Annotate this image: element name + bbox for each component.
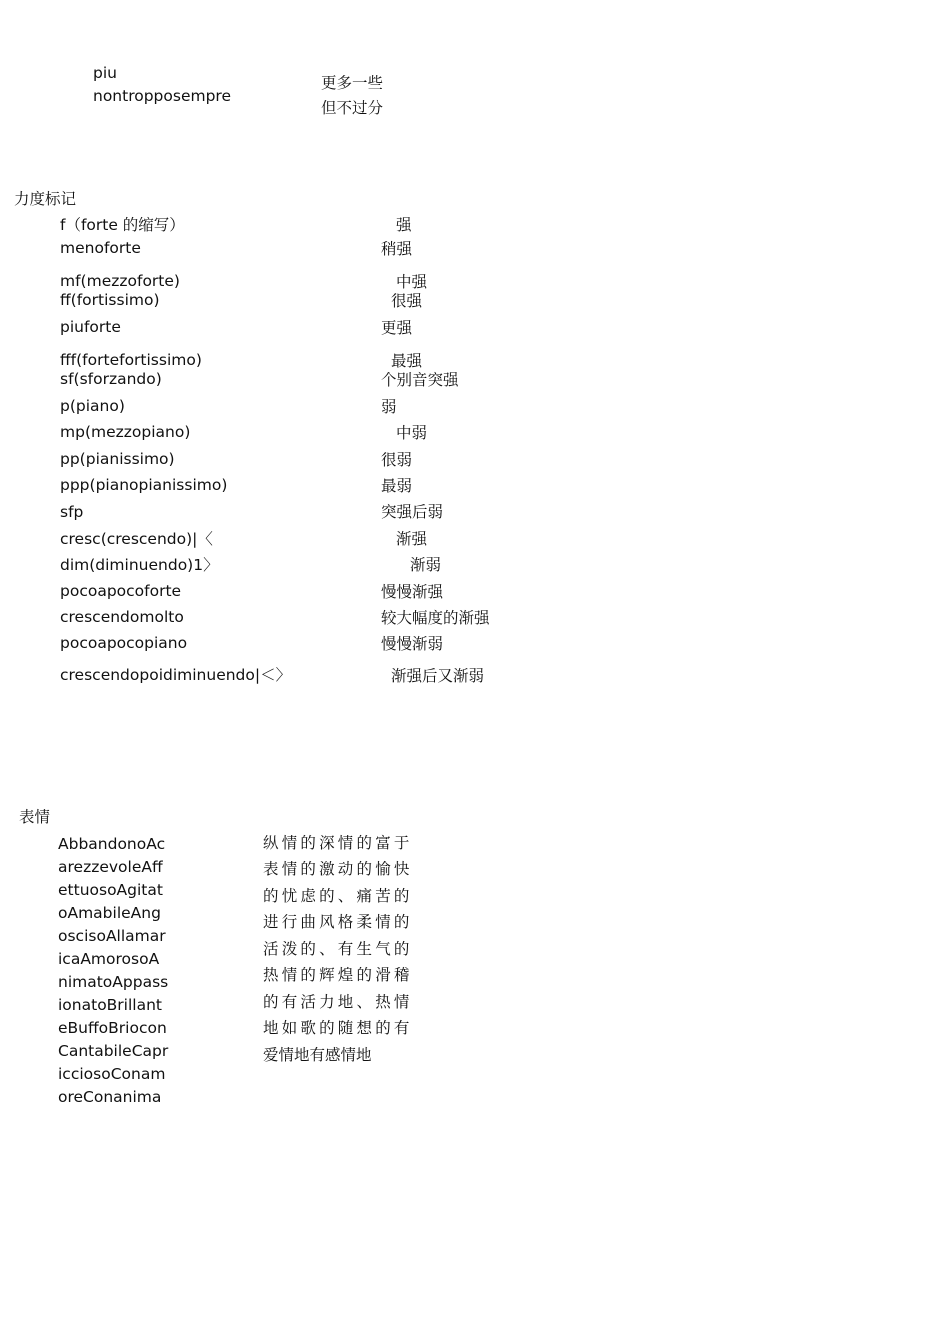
dynamic-meaning: 慢慢渐弱 <box>381 635 444 653</box>
dynamic-meaning: 很弱 <box>381 451 413 469</box>
dynamic-term: pocoapocoforte <box>60 582 182 600</box>
expression-meaning-line: 爱情地有感情地 <box>263 1046 372 1064</box>
expression-meaning-line: 纵情的深情的富于 <box>263 834 413 852</box>
dynamic-term: ff(fortissimo) <box>60 291 160 309</box>
dynamic-term: pp(pianissimo) <box>60 450 175 468</box>
dynamic-meaning: 强 <box>396 216 412 234</box>
dynamic-meaning: 突强后弱 <box>381 503 444 521</box>
top-term-nontropposempre: nontropposempre <box>93 87 232 105</box>
top-meaning-2: 但不过分 <box>321 99 384 117</box>
dynamic-term: mp(mezzopiano) <box>60 423 191 441</box>
expression-term-line: oscisoAllamar <box>58 927 166 945</box>
dynamic-term: fff(fortefortissimo) <box>60 351 202 369</box>
expression-meaning-line: 表情的激动的愉快 <box>263 860 413 878</box>
expression-meaning-line: 进行曲风格柔情的 <box>263 913 413 931</box>
dynamic-meaning: 个别音突强 <box>381 371 459 389</box>
dynamics-heading: 力度标记 <box>14 190 77 208</box>
dynamic-term: pocoapocopiano <box>60 634 188 652</box>
expression-term-line: CantabileCapr <box>58 1042 169 1060</box>
dynamic-term: p(piano) <box>60 397 125 415</box>
expression-term-line: icciosoConam <box>58 1065 166 1083</box>
top-meaning-1: 更多一些 <box>321 74 384 92</box>
dynamic-term: sfp <box>60 503 84 521</box>
dynamic-term: crescendomolto <box>60 608 184 626</box>
dynamic-term: menoforte <box>60 239 141 257</box>
dynamic-term: f（forte 的缩写） <box>60 216 185 234</box>
dynamic-meaning: 更强 <box>381 319 413 337</box>
expression-term-line: icaAmorosoA <box>58 950 160 968</box>
dynamic-meaning: 稍强 <box>381 240 413 258</box>
expression-meaning-line: 的忧虑的、痛苦的 <box>263 887 413 905</box>
expression-term-line: ettuosoAgitat <box>58 881 163 899</box>
expression-heading: 表情 <box>19 808 51 826</box>
expression-term-line: nimatoAppass <box>58 973 169 991</box>
top-term-piu: piu <box>93 64 117 82</box>
dynamic-meaning: 很强 <box>391 292 423 310</box>
dynamic-meaning: 中弱 <box>396 424 428 442</box>
expression-meaning-line: 的有活力地、热情 <box>263 993 413 1011</box>
dynamic-term: piuforte <box>60 318 121 336</box>
expression-term-line: arezzevoleAff <box>58 858 163 876</box>
dynamic-term: ppp(pianopianissimo) <box>60 476 228 494</box>
dynamic-term: cresc(crescendo)|〈 <box>60 530 213 548</box>
dynamic-meaning: 较大幅度的渐强 <box>381 609 490 627</box>
dynamic-meaning: 最强 <box>391 352 423 370</box>
dynamic-term: crescendopoidiminuendo|＜〉 <box>60 666 292 684</box>
expression-term-line: oreConanima <box>58 1088 162 1106</box>
dynamic-meaning: 渐弱 <box>410 556 442 574</box>
expression-meaning-line: 活泼的、有生气的 <box>263 940 413 958</box>
dynamic-meaning: 渐强 <box>396 530 428 548</box>
dynamic-meaning: 弱 <box>381 398 397 416</box>
expression-term-line: eBuffoBriocon <box>58 1019 167 1037</box>
expression-term-line: oAmabileAng <box>58 904 161 922</box>
expression-term-line: ionatoBrillant <box>58 996 162 1014</box>
dynamic-term: mf(mezzoforte) <box>60 272 180 290</box>
dynamic-meaning: 最弱 <box>381 477 413 495</box>
dynamic-meaning: 慢慢渐强 <box>381 583 444 601</box>
dynamic-term: dim(diminuendo)1〉 <box>60 556 219 574</box>
dynamic-meaning: 渐强后又渐弱 <box>391 667 485 685</box>
expression-meaning-line: 地如歌的随想的有 <box>263 1019 413 1037</box>
expression-term-line: AbbandonoAc <box>58 835 166 853</box>
expression-meaning-line: 热情的辉煌的滑稽 <box>263 966 413 984</box>
dynamic-term: sf(sforzando) <box>60 370 162 388</box>
dynamic-meaning: 中强 <box>396 273 428 291</box>
